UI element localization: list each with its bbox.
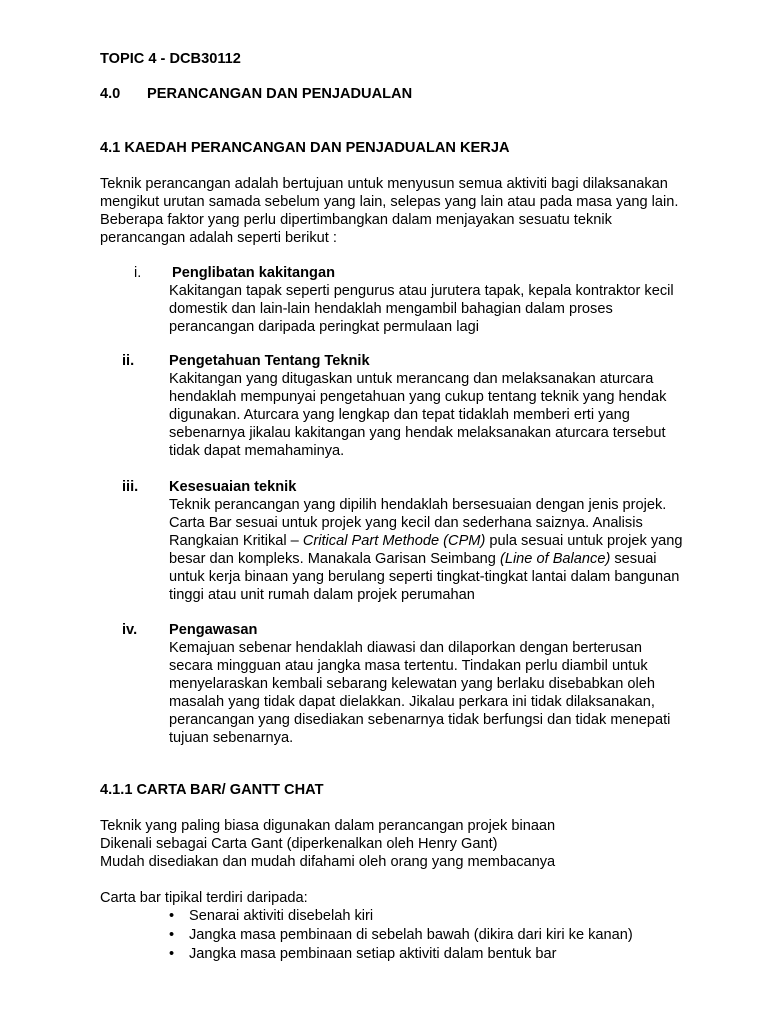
factor-line: secara mingguan atau jangka masa tertentu. Tindakan perlu diambil untuk: [169, 658, 648, 674]
factor-line: tidak dapat memahaminya.: [169, 443, 345, 459]
factor-body: [169, 496, 682, 604]
subsection-heading-4-1: 4.1 KAEDAH PERANCANGAN DAN PENJADUALAN KERJA: [100, 140, 510, 156]
factor-line: domestik dan lain-lain hendaklah mengambil bahagian dalam proses: [169, 301, 613, 317]
factor-line: Carta Bar sesuai untuk projek yang kecil dan sederhana saiznya. Analisis: [169, 515, 643, 531]
factor-line: Kemajuan sebenar hendaklah diawasi dan dilaporkan dengan berterusan: [169, 640, 643, 656]
list-item: [169, 945, 633, 964]
factor-text: sesuai: [610, 551, 657, 567]
list-item: [169, 926, 633, 945]
factor-title: Pengawasan: [169, 622, 258, 638]
factor-line: sebenarnya jikalau kakitangan yang hendak melaksanakan aturcara tersebut: [169, 425, 666, 441]
factor-text: Rangkaian Kritikal –: [169, 533, 303, 549]
lob-term: (Line of Balance): [499, 551, 611, 567]
gantt-paragraph: [100, 817, 555, 871]
intro-line: Teknik perancangan adalah bertujuan untuk menyusun semua aktiviti bagi dilaksanakan: [100, 176, 668, 192]
subsection-heading-4-1-1: 4.1.1 CARTA BAR/ GANTT CHAT: [100, 782, 324, 798]
intro-line: perancangan adalah seperti berikut :: [100, 230, 337, 246]
factor-title: Pengetahuan Tentang Teknik: [169, 353, 370, 369]
factor-line: menyelaraskan kembali sebarang kelewatan yang berlaku disebabkan oleh: [169, 676, 655, 692]
factor-line: hendaklah mempunyai pengetahuan yang cukup tentang teknik yang hendak: [169, 389, 667, 405]
factor-title: Penglibatan kakitangan: [172, 265, 336, 281]
list-item: [169, 907, 633, 926]
factor-line: perancangan yang disediakan sebenarnya tidak berfungsi dan tidak menepati: [169, 712, 671, 728]
factor-body: [169, 282, 674, 336]
factor-line: [169, 550, 682, 568]
section-title: PERANCANGAN DAN PENJADUALAN: [147, 86, 413, 102]
factor-number: iii.: [122, 479, 139, 495]
list-item-text: Senarai aktiviti disebelah kiri: [189, 908, 374, 924]
factor-title: Kesesuaian teknik: [169, 479, 297, 495]
factor-line: perancangan daripada peringkat permulaan lagi: [169, 319, 479, 335]
gantt-line: Mudah disediakan dan mudah difahami oleh orang yang membacanya: [100, 854, 556, 870]
factor-number: ii.: [122, 353, 135, 369]
factor-number: iv.: [122, 622, 138, 638]
bullet-icon: •: [169, 946, 175, 962]
intro-line: mengikut urutan samada sebelum yang lain, selepas yang lain atau pada masa yang lain.: [100, 194, 679, 210]
factor-line: untuk kerja binaan yang berulang seperti tingkat-tingkat lantai dalam bangunan: [169, 569, 680, 585]
factor-line: tinggi atau unit rumah dalam projek perumahan: [169, 587, 475, 603]
gantt-line: Dikenali sebagai Carta Gant (diperkenalkan oleh Henry Gant): [100, 836, 498, 852]
list-intro: Carta bar tipikal terdiri daripada:: [100, 890, 308, 906]
factor-body: [169, 639, 670, 747]
intro-line: Beberapa faktor yang perlu dipertimbangkan dalam menjayakan sesuatu teknik: [100, 212, 612, 228]
factor-line: digunakan. Aturcara yang lengkap dan tepat tidaklah memberi erti yang: [169, 407, 630, 423]
factor-line: Kakitangan yang ditugaskan untuk merancang dan melaksanakan aturcara: [169, 371, 654, 387]
list-item-text: Jangka masa pembinaan setiap aktiviti dalam bentuk bar: [189, 946, 557, 962]
factor-line: [169, 532, 682, 550]
factor-text: pula sesuai untuk projek yang: [485, 533, 683, 549]
cpm-term: Critical Part Methode (CPM): [302, 533, 486, 549]
list-item-text: Jangka masa pembinaan di sebelah bawah (dikira dari kiri ke kanan): [189, 927, 633, 943]
factor-line: masalah yang tidak dapat dielakkan. Jikalau perkara ini tidak dilaksanakan,: [169, 694, 655, 710]
factor-line: Teknik perancangan yang dipilih hendaklah bersesuaian dengan jenis projek.: [169, 497, 667, 513]
factor-text: besar dan kompleks. Manakala Garisan Seimbang: [169, 551, 500, 567]
factor-line: Kakitangan tapak seperti pengurus atau jurutera tapak, kepala kontraktor kecil: [169, 283, 674, 299]
topic-heading: TOPIC 4 - DCB30112: [100, 51, 241, 67]
section-number: 4.0: [100, 86, 121, 102]
bullet-icon: •: [169, 927, 175, 943]
factor-line: tujuan sebenarnya.: [169, 730, 294, 746]
factor-number: i.: [134, 265, 142, 281]
gantt-line: Teknik yang paling biasa digunakan dalam perancangan projek binaan: [100, 818, 556, 834]
bullet-icon: •: [169, 908, 175, 924]
intro-paragraph: [100, 175, 678, 247]
bullet-list: [169, 907, 633, 964]
factor-body: [169, 370, 666, 460]
